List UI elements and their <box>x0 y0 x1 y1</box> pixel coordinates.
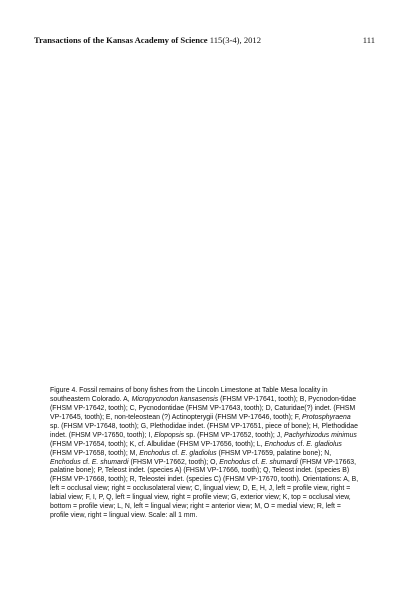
caption-text: cf. <box>169 449 181 457</box>
page-number: 111 <box>362 35 375 45</box>
caption-text: (FHSM VP-17654, tooth); K, cf. Albulidae (FHSM VP-17656, tooth); L, <box>50 440 265 448</box>
caption-text: sp. (FHSM VP-17652, tooth); J, <box>184 431 285 439</box>
caption-text: (FHSM VP-17663, palatine bone); P, Teleost indet. (species A) (FHSM VP-17666, tooth); Q, Teleost indet. (species B) (FHSM VP-17668, tooth); R, Teleostei indet. (species C) (FHSM VP-17670, tooth). Orientations: A, B, left = occlusal view; right = occlusolateral view; C, lingual view; D, E, H, J, left = profile view, right = labial view; F, I, P, Q, left = lingual view, right = profile view; G, exterior view; K, top = occlusal view, bottom = profile view; L, N, left = lingual view; right = anterior view; M, O = medial view; R, left = profile view, right = lingual view. Scale: all 1 mm. <box>50 458 359 520</box>
caption-taxon-name: Protosphyraena <box>302 413 351 421</box>
caption-taxon-name: Enchodus <box>219 458 250 466</box>
caption-taxon-name: Enchodus <box>50 458 81 466</box>
caption-taxon-name: Elopopsis <box>154 431 185 439</box>
caption-taxon-name: Micropycnodon kansasensis <box>131 395 219 403</box>
caption-taxon-name: E. gladiolus <box>306 440 342 448</box>
figure-caption <box>50 387 360 521</box>
caption-text: cf. <box>249 458 262 466</box>
caption-taxon-name: E. shumardi <box>261 458 298 466</box>
caption-taxon-name: E. gladiolus <box>181 449 217 457</box>
caption-text: (FHSM VP-17641, tooth); B, Pycnodon-tidae (FHSM VP-17642, tooth); C, Pycnodontidae (FHSM VP-17643, tooth); D, Caturidae(?) indet. (FHSM VP-17645, tooth); E, non-teleostean (?) Actinopterygii (FHSM VP-17646, tooth); F, <box>50 395 357 421</box>
caption-taxon-name: E. shumardi <box>91 458 129 466</box>
caption-text: cf. <box>295 440 307 448</box>
journal-title: Transactions of the Kansas Academy of Science <box>34 35 208 45</box>
caption-text: sp. (FHSM VP-17648, tooth); G, Plethodidae indet. (FHSM VP-17651, piece of bone); H, Plethodidae indet. (FHSM VP-17650, tooth); I, <box>50 422 358 439</box>
caption-text: (FHSM VP-17658, tooth); M, <box>50 449 140 457</box>
caption-taxon-name: Pachyrhizodus minimus <box>284 431 357 439</box>
caption-text: Figure 4. Fossil remains of bony fishes from the Lincoln Limestone at Table Mesa locality in southeastern Colorado. A, <box>50 386 328 403</box>
journal-header <box>34 35 261 45</box>
journal-volume: 115(3-4), 2012 <box>209 35 262 45</box>
caption-text: cf. <box>80 458 92 466</box>
caption-taxon-name: Enchodus <box>139 449 170 457</box>
caption-text: (FHSM VP-17662, tooth); O, <box>128 458 220 466</box>
caption-text: (FHSM VP-17659, palatine bone); N, <box>216 449 332 457</box>
caption-taxon-name: Enchodus <box>264 440 296 448</box>
